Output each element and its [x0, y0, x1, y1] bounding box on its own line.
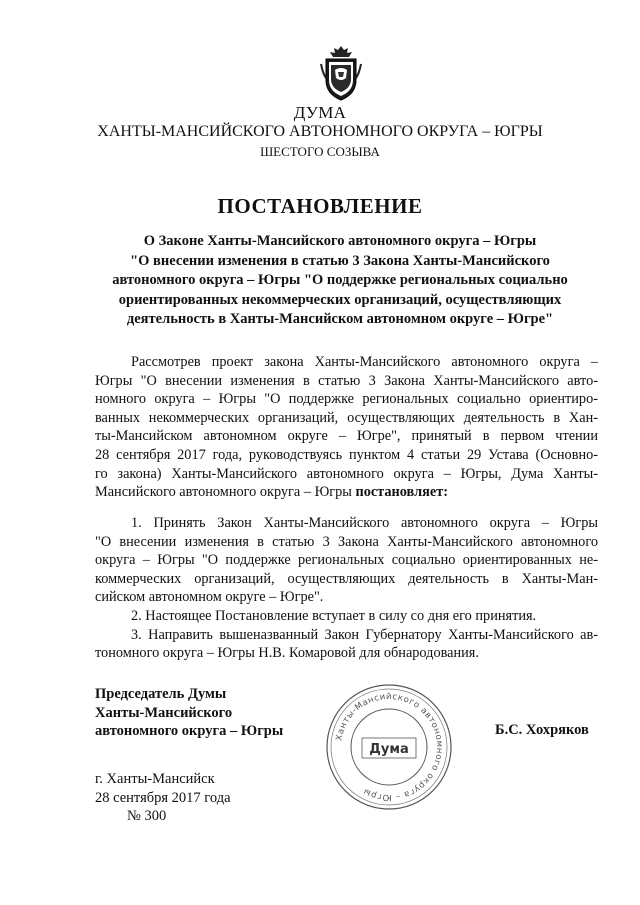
- clause-line: 3. Направить вышеназванный Закон Губернатору Ханты-Мансийского ав-: [131, 626, 598, 643]
- document-type-heading: ПОСТАНОВЛЕНИЕ: [217, 194, 423, 218]
- signer-position: [95, 685, 283, 741]
- preamble-line-last: [95, 483, 598, 502]
- document-title: [100, 232, 580, 330]
- document-date: 28 сентября 2017 года: [95, 789, 231, 806]
- clause-line: "О внесении изменения в статью 3 Закона Ханты-Мансийского автономного: [95, 533, 598, 550]
- title-line: деятельность в Ханты-Мансийском автономном округе – Югре": [126, 311, 554, 327]
- clause-line: сийском автономном округе – Югре".: [95, 589, 324, 606]
- clause-line: 2. Настоящее Постановление вступает в силу со дня его принятия.: [131, 607, 537, 624]
- signer-name: Б.С. Хохряков: [495, 722, 589, 738]
- preamble-line: ты-Мансийском автономном округе – Югре", принятый в первом чтении: [95, 428, 598, 445]
- coat-of-arms-icon: [318, 44, 364, 102]
- signer-position-line: Председатель Думы: [95, 686, 227, 702]
- org-name-line1: ДУМА: [293, 103, 347, 122]
- signer-position-line: Ханты-Мансийского: [95, 704, 233, 721]
- clause-line: коммерческих организаций, осуществляющих деятельность в Ханты-Ман-: [95, 570, 598, 587]
- preamble-paragraph: [95, 353, 598, 502]
- stamp-center-text: Дума: [369, 742, 409, 757]
- city: г. Ханты-Мансийск: [95, 771, 215, 787]
- stamp-ring-text: Ханты-Мансийского автономного округа – Югры: [334, 691, 445, 803]
- title-line: "О внесении изменения в статью 3 Закона Ханты-Мансийского: [130, 252, 550, 269]
- signer-position-line: автономного округа – Югры: [95, 723, 284, 739]
- title-line: ориентированных некоммерческих организаций, осуществляющих: [118, 291, 562, 308]
- resolution-verb: постановляет:: [355, 484, 448, 501]
- preamble-line: Рассмотрев проект закона Ханты-Мансийского автономного округа –: [131, 354, 598, 370]
- preamble-line: го закона) Ханты-Мансийского автономного округа – Югры, Дума Ханты-: [95, 465, 598, 482]
- clauses-block: [95, 514, 598, 663]
- clause-line: 1. Принять Закон Ханты-Мансийского автономного округа – Югры: [131, 515, 598, 531]
- preamble-line: 28 сентября 2017 года, руководствуясь пунктом 4 статьи 29 Устава (Основно-: [95, 446, 598, 463]
- clause-line: округа – Югры "О поддержке региональных социально ориентированных не-: [95, 552, 598, 569]
- official-stamp: [322, 680, 456, 814]
- preamble-line: Югры "О внесении изменения в статью 3 Закона Ханты-Мансийского авто-: [95, 372, 598, 389]
- preamble-text: Мансийского автономного округа – Югры: [95, 484, 356, 501]
- org-name-line2: ХАНТЫ-МАНСИЙСКОГО АВТОНОМНОГО ОКРУГА – ЮГРЫ: [97, 123, 543, 140]
- document-number: № 300: [127, 808, 167, 824]
- clause-line: тономного округа – Югры Н.В. Комаровой для обнародования.: [95, 645, 479, 662]
- preamble-line: ванных некоммерческих организаций, осуществляющих деятельность в Хан-: [95, 409, 598, 426]
- title-line: автономного округа – Югры "О поддержке региональных социально: [112, 272, 568, 288]
- org-convocation: ШЕСТОГО СОЗЫВА: [260, 144, 380, 159]
- place-and-date: [95, 770, 231, 826]
- preamble-line: номного округа – Югры "О поддержке региональных социально ориентиро-: [95, 391, 598, 408]
- title-line: О Законе Ханты-Мансийского автономного округа – Югры: [143, 233, 537, 249]
